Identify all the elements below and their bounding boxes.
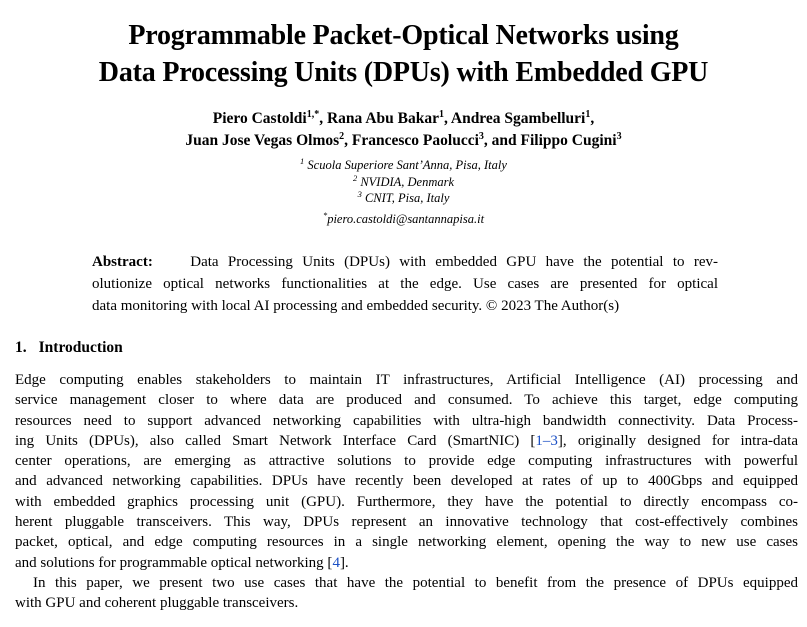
section-heading (15, 338, 123, 358)
author-affiliation-mark: 1 (438, 109, 444, 120)
body-line: herent pluggable transceivers. This way, DPUs represent an innovative technology that cost-effectively combines (15, 514, 798, 531)
introduction-body (15, 370, 798, 614)
author-affiliation-mark: 2 (339, 131, 345, 142)
author-name: Filippo Cugini (520, 132, 617, 149)
body-line: with GPU and coherent pluggable transceivers. (15, 595, 299, 612)
body-line: with embedded graphics processing unit (GPU). Furthermore, they have the potential to directly encompass co- (15, 493, 798, 510)
paper-title-line-2: Data Processing Units (DPUs) with Embedded GPU (98, 57, 709, 88)
abstract-line: data monitoring with local AI processing and embedded security. © 2023 The Author(s) (92, 298, 620, 314)
corresponding-email (0, 212, 807, 227)
affiliation-text: NVIDIA, Denmark (360, 175, 455, 189)
email-address: piero.castoldi@santannapisa.it (327, 212, 485, 226)
body-text-segment: ]. (339, 554, 349, 571)
body-text-segment: ], originally designed for intra-data (557, 432, 798, 449)
paper-title-line-1: Programmable Packet-Optical Networks using (128, 20, 679, 51)
body-text-segment: ing Units (DPUs), also called Smart Network Interface Card (SmartNIC) [ (15, 432, 536, 449)
author-separator: , (443, 110, 451, 127)
author-affiliation-mark: 3 (478, 131, 484, 142)
body-line: center operations, are emerging as attractive solutions to provide edge computing infrastructures with powerful (15, 453, 798, 470)
body-line (15, 553, 798, 573)
affiliation-mark: 3 (357, 189, 362, 199)
author-separator: , (590, 110, 595, 127)
citation-link[interactable]: 4 (332, 554, 340, 571)
abstract (92, 251, 718, 317)
body-line: Edge computing enables stakeholders to maintain IT infrastructures, Artificial Intelligence (AI) processing and (15, 372, 798, 388)
author-affiliation-mark: 3 (616, 131, 622, 142)
author-list-line-1 (0, 109, 807, 129)
affiliation-2 (0, 175, 807, 190)
body-line: In this paper, we present two use cases that have the potential to benefit from the presence of DPUs equipped (33, 574, 798, 591)
author-affiliation-mark: 1,* (306, 109, 320, 120)
body-line: and advanced networking capabilities. DPUs have recently been developed at rates of up to 400Gbps and equipped (15, 473, 798, 490)
abstract-line: olutionize optical networks functionalities at the edge. Use cases are presented for optical (92, 276, 718, 292)
section-number: 1. (15, 339, 27, 356)
corresponding-mark: * (322, 210, 328, 220)
author-affiliation-mark: 1 (585, 109, 591, 120)
author-name: Rana Abu Bakar (326, 110, 439, 127)
abstract-line (92, 251, 718, 273)
body-line: packet, optical, and edge computing resources in a single networking element, opening the way to new use cases (15, 534, 798, 551)
author-name: Juan Jose Vegas Olmos (185, 132, 340, 149)
section-title: Introduction (38, 339, 123, 356)
affiliation-mark: 2 (352, 173, 358, 183)
body-line (15, 431, 798, 451)
citation-link[interactable]: 1–3 (535, 432, 558, 449)
body-line: service management closer to where data are produced and consumed. To achieve this target, edge computing (15, 392, 798, 409)
affiliation-1 (0, 158, 807, 173)
author-list-line-2 (0, 131, 807, 151)
body-line: resources need to support advanced networking capabilities with ultra-high bandwidth connectivity. Data Process- (15, 412, 798, 429)
abstract-text: Data Processing Units (DPUs) with embedded GPU have the potential to rev- (190, 254, 718, 270)
body-text-segment: and solutions for programmable optical networking [ (15, 554, 333, 571)
author-name: Piero Castoldi (212, 110, 307, 127)
abstract-label: Abstract: (92, 254, 153, 270)
author-separator: , (319, 110, 327, 127)
affiliation-text: CNIT, Pisa, Italy (364, 191, 450, 205)
author-name: Andrea Sgambelluri (450, 110, 586, 127)
affiliation-mark: 1 (300, 156, 305, 166)
author-name: Francesco Paolucci (351, 132, 479, 149)
affiliation-text: Scuola Superiore Sant’Anna, Pisa, Italy (307, 158, 507, 172)
affiliation-3 (0, 191, 807, 206)
author-separator: , and (483, 132, 521, 149)
author-separator: , (344, 132, 352, 149)
